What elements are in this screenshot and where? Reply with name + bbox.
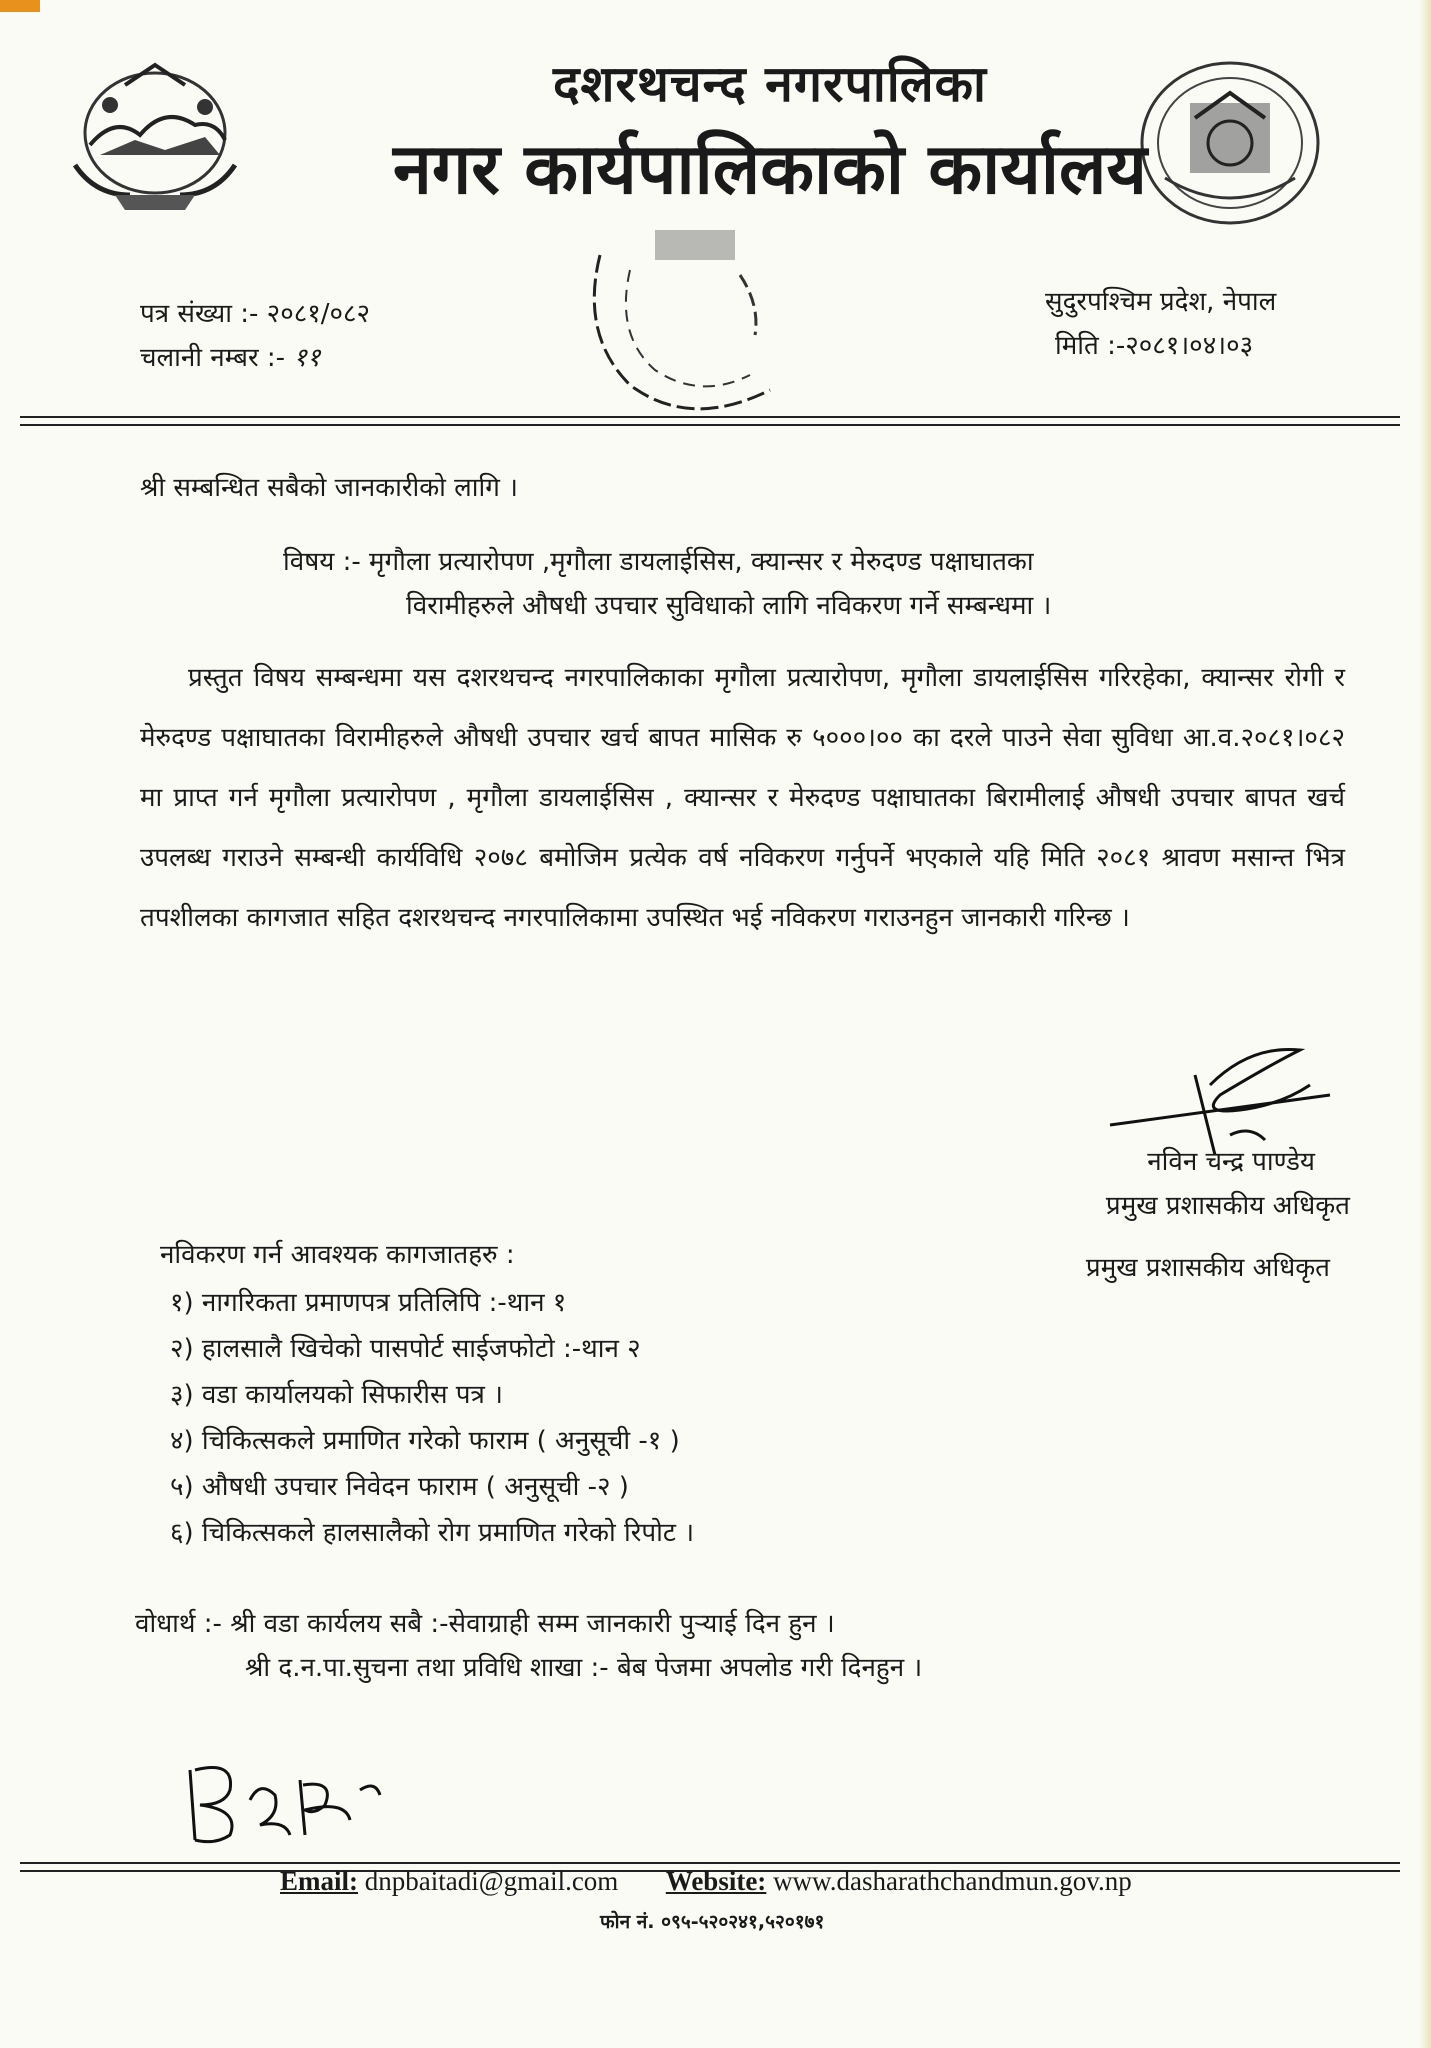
signer-title-repeat: प्रमुख प्रशासकीय अधिकृत [1085,1253,1330,1283]
footer-contact [280,1866,1240,1897]
body-paragraph: प्रस्तुत विषय सम्बन्धमा यस दशरथचन्द नगरपालिकाका मृगौला प्रत्यारोपण, मृगौला डायलाईसिस गरिरहेका, क्यान्सर रोगी र मेरुदण्ड पक्षाघातका विरामीहरुले औषधी उपचार खर्च बापत मासिक रु ५०००।०० का दरले पाउने सेवा सुविधा आ.व.२०८१।०८२ मा प्राप्त गर्न मृगौला प्रत्यारोपण , मृगौला डायलाईसिस , क्यान्सर र मेरुदण्ड पक्षाघातका बिरामीलाई औषधी उपचार बापत खर्च उपलब्ध गराउने सम्बन्धी कार्यविधि २०७८ बमोजिम प्रत्येक वर्ष नविकरण गर्नुपर्ने भएकाले यहि मिति २०८१ श्रावण मसान्त भित्र तपशीलका कागजात सहित दशरथचन्द नगरपालिकामा उपस्थित भई नविकरण गराउनहुन जानकारी गरिन्छ । [140,663,1345,933]
phone-numbers: फोन नं. ०९५-५२०२४१,५२०१७१ [600,1911,825,1933]
required-documents-list [170,1280,694,1556]
initials-icon [175,1740,425,1850]
website-label: Website: [665,1866,767,1896]
letter-number [140,292,370,336]
corner-mark [0,0,40,12]
email-label: Email: [280,1866,358,1896]
header-divider-top [20,416,1400,418]
footer-divider-top [20,1862,1400,1864]
signer-name: नविन चन्द्र पाण्डेय [1147,1147,1315,1177]
province: सुदुरपश्चिम प्रदेश, नेपाल [1045,287,1277,317]
date-label: मिति :- [1055,331,1126,361]
addressee: श्री सम्बन्धित सबैको जानकारीको लागि । [140,473,519,503]
letter-date [1045,324,1276,368]
required-documents-title: नविकरण गर्न आवश्यक कागजातहरु : [160,1240,515,1270]
dispatch-number-value: ११ [293,343,321,373]
subject [283,540,1243,628]
list-item: ५) औषधी उपचार निवेदन फाराम ( अनुसूची -२ ) [170,1472,629,1502]
letter-number-value: २०८१/०८२ [266,299,371,329]
signer-block [1050,1140,1350,1228]
org-name: दशरथचन्द नगरपालिका [552,55,987,113]
subject-line-1: विषय :- मृगौला प्रत्यारोपण ,मृगौला डायलाईसिस, क्यान्सर र मेरुदण्ड पक्षाघातका [283,547,1034,577]
email-link[interactable]: dnpbaitadi@gmail.com [364,1866,619,1896]
list-item: १) नागरिकता प्रमाणपत्र प्रतिलिपि :-थान १ [170,1288,567,1318]
dispatch-number [140,336,370,380]
office-name: नगर कार्यपालिकाको कार्यालय [392,128,1148,210]
office-stamp-icon [560,215,820,425]
copy-to-block [135,1602,922,1690]
letter-number-label: पत्र संख्या :- [140,299,259,329]
date-value: २०८१।०४।०३ [1125,331,1254,361]
province-date-block [1045,280,1276,368]
website-link[interactable]: www.dasharathchandmun.gov.np [773,1866,1132,1896]
copy-to-line-1: वोधार्थ :- श्री वडा कार्यलय सबै :-सेवाग्राही सम्म जानकारी पुऱ्याई दिन हुन । [135,1609,835,1639]
subject-line-2: विरामीहरुले औषधी उपचार सुविधाको लागि नविकरण गर्ने सम्बन्धमा । [406,591,1052,621]
list-item: ४) चिकित्सकले प्रमाणित गरेको फाराम ( अनुसूची -१ ) [170,1426,680,1456]
paper-edge-shadow [1419,0,1431,2048]
dispatch-number-label: चलानी नम्बर :- [140,343,286,373]
header-divider-bottom [20,424,1400,426]
nepal-emblem-icon [55,45,255,220]
signer-title: प्रमुख प्रशासकीय अधिकृत [1105,1191,1350,1221]
list-item: २) हालसालै खिचेको पासपोर्ट साईजफोटो :-थान २ [170,1334,641,1364]
list-item: ३) वडा कार्यालयको सिफारीस पत्र । [170,1380,504,1410]
reference-block [140,292,370,380]
copy-to-line-2: श्री द.न.पा.सुचना तथा प्रविधि शाखा :- बेब पेजमा अपलोड गरी दिनहुन । [245,1653,923,1683]
list-item: ६) चिकित्सकले हालसालैको रोग प्रमाणित गरेको रिपोट । [170,1518,695,1548]
